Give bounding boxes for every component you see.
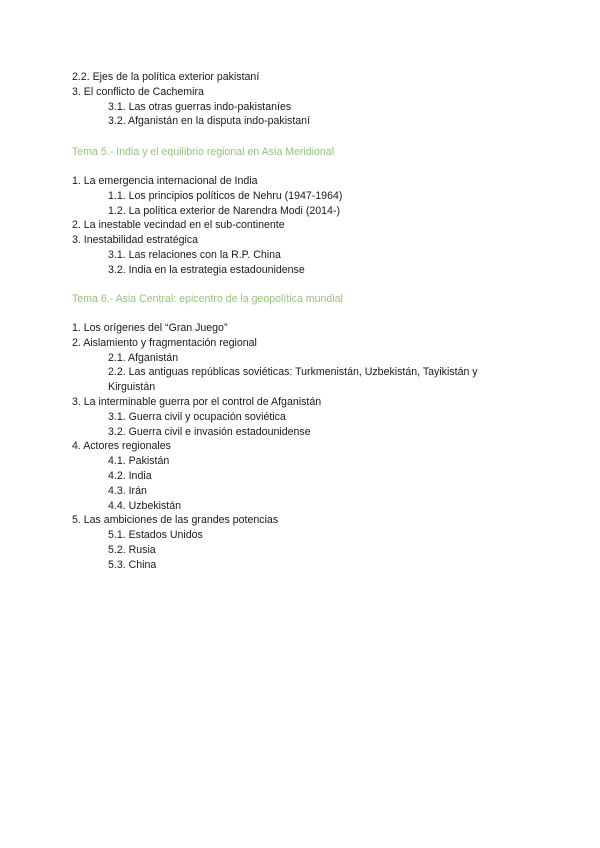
list-item: 2.2. Las antiguas repúblicas soviéticas: Turkmenistán, Uzbekistán, Tayikistán y Kirguistán bbox=[108, 366, 478, 394]
list-item: 3.1. Las otras guerras indo-pakistaníes bbox=[108, 100, 292, 113]
list-item: 2.2. Ejes de la política exterior pakistaní bbox=[72, 71, 260, 83]
list-item: 4.4. Uzbekistán bbox=[108, 499, 182, 512]
list-item: 4.1. Pakistán bbox=[108, 455, 170, 468]
tema6-list bbox=[72, 321, 510, 573]
list-item: 3. El conflicto de Cachemira bbox=[72, 85, 204, 98]
list-item: 3.2. India en la estrategia estadounidense bbox=[108, 263, 305, 276]
tema5-title: Tema 5.- India y el equilibrio regional en Asia Meridional bbox=[72, 146, 335, 158]
list-item: 3.2. Guerra civil e invasión estadounidense bbox=[108, 425, 311, 438]
list-item: 4.2. India bbox=[108, 469, 152, 482]
list-item: 3. Inestabilidad estratégica bbox=[72, 234, 199, 247]
list-item: 5.2. Rusia bbox=[108, 543, 156, 556]
list-item: 2. La inestable vecindad en el sub-continente bbox=[72, 219, 285, 232]
list-item: 1.2. La política exterior de Narendra Modi (2014-) bbox=[108, 204, 341, 217]
list-item: 5.3. China bbox=[108, 558, 157, 571]
list-item: 3.2. Afganistán en la disputa indo-pakistaní bbox=[108, 115, 311, 128]
list-item: 1. La emergencia internacional de India bbox=[72, 175, 258, 187]
list-item: 3.1. Las relaciones con la R.P. China bbox=[108, 248, 281, 261]
list-item: 2. Aislamiento y fragmentación regional bbox=[72, 336, 257, 349]
section-prev-list bbox=[72, 70, 510, 129]
list-item: 1.1. Los principios políticos de Nehru (1947-1964) bbox=[108, 189, 343, 202]
tema5-list bbox=[72, 174, 510, 278]
list-item: 4. Actores regionales bbox=[72, 440, 171, 453]
list-item: 5. Las ambiciones de las grandes potencias bbox=[72, 514, 279, 527]
list-item: 3. La interminable guerra por el control de Afganistán bbox=[72, 395, 322, 408]
list-item: 3.1. Guerra civil y ocupación soviética bbox=[108, 410, 286, 423]
tema6-heading-block bbox=[72, 292, 510, 307]
list-item: 1. Los orígenes del “Gran Juego” bbox=[72, 322, 228, 334]
list-item: 5.1. Estados Unidos bbox=[108, 529, 203, 542]
tema6-title: Tema 6.- Asia Central: epicentro de la geopolítica mundial bbox=[72, 293, 343, 305]
list-item: 2.1. Afganistán bbox=[108, 351, 179, 364]
list-item: 4.3. Irán bbox=[108, 484, 147, 497]
tema5-heading-block bbox=[72, 145, 510, 160]
